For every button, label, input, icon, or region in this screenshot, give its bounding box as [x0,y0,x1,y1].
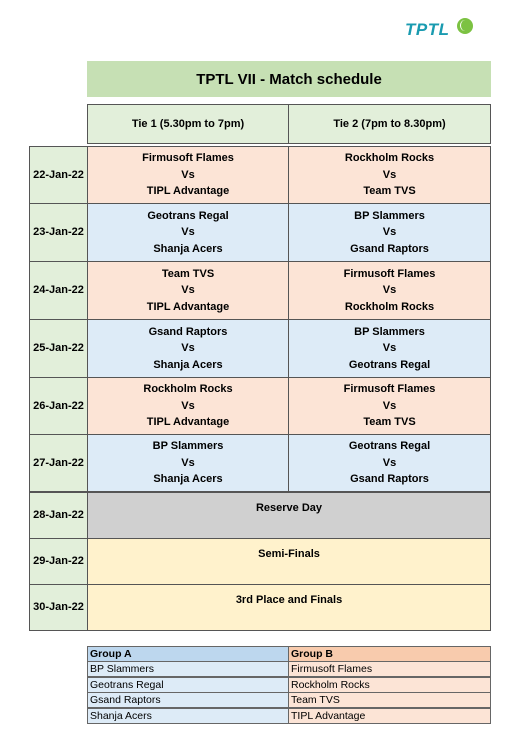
team-home: Firmusoft Flames [142,152,234,165]
team-away: Team TVS [363,416,416,429]
vs-label: Vs [181,342,195,355]
team-away: Rockholm Rocks [344,300,435,313]
special-label: Reserve Day [87,492,491,539]
team-away: Shanja Acers [153,242,223,255]
group-b-team: Rockholm Rocks [288,677,491,693]
team-home: Geotrans Regal [147,209,229,222]
vs-label: Vs [382,284,397,297]
header-tie2: Tie 2 (7pm to 8.30pm) [288,104,491,144]
group-a-team: BP Slammers [87,661,289,677]
team-home: BP Slammers [354,209,425,222]
team-home: Rockholm Rocks [143,383,233,396]
vs-label: Vs [181,226,195,239]
match-tie2 [288,146,491,204]
team-home: Gsand Raptors [148,325,228,338]
match-date: 22-Jan-22 [29,146,88,204]
team-away: TIPL Advantage [146,300,230,313]
match-tie2 [288,434,491,492]
header-tie1: Tie 1 (5.30pm to 7pm) [87,104,289,144]
team-home: Firmusoft Flames [343,383,436,396]
match-tie1 [87,261,289,320]
match-tie2 [288,319,491,378]
team-away: TIPL Advantage [146,185,230,198]
special-date: 30-Jan-22 [29,584,88,631]
match-tie1 [87,319,289,378]
special-date: 29-Jan-22 [29,538,88,585]
match-date: 24-Jan-22 [29,261,88,320]
schedule-title: TPTL VII - Match schedule [87,61,491,97]
match-tie1 [87,203,289,262]
team-home: BP Slammers [152,440,224,453]
vs-label: Vs [181,284,195,297]
match-tie1 [87,434,289,492]
group-b-team: Firmusoft Flames [288,661,491,677]
group-a-team: Gsand Raptors [87,692,289,708]
vs-label: Vs [382,342,397,355]
group-a-team: Shanja Acers [87,708,289,724]
vs-label: Vs [382,399,397,412]
team-home: Firmusoft Flames [343,267,436,280]
vs-label: Vs [181,456,195,469]
tptl-logo [405,16,485,48]
special-date: 28-Jan-22 [29,492,88,539]
match-date: 27-Jan-22 [29,434,88,492]
team-home: Rockholm Rocks [344,152,435,165]
tennis-ball-icon [457,18,473,34]
match-tie2 [288,261,491,320]
vs-label: Vs [382,226,397,239]
team-away: Gsand Raptors [350,242,429,255]
group-b-team: TIPL Advantage [288,708,491,724]
vs-label: Vs [382,456,397,469]
group-a-header: Group A [87,646,289,662]
team-away: Shanja Acers [153,358,223,371]
group-a-team: Geotrans Regal [87,677,289,693]
match-tie1 [87,146,289,204]
logo-text: TPTL [405,20,450,39]
team-home: BP Slammers [354,325,425,338]
group-b-header: Group B [288,646,491,662]
vs-label: Vs [181,399,195,412]
match-tie1 [87,377,289,435]
team-home: Team TVS [161,267,215,280]
team-home: Geotrans Regal [348,440,431,453]
group-b-team: Team TVS [288,692,491,708]
match-date: 26-Jan-22 [29,377,88,435]
match-tie2 [288,203,491,262]
team-away: Team TVS [363,185,416,198]
team-away: Shanja Acers [153,473,223,486]
team-away: Geotrans Regal [348,358,431,371]
team-away: Gsand Raptors [350,473,429,486]
vs-label: Vs [181,168,195,181]
special-label: Semi-Finals [87,538,491,585]
match-date: 25-Jan-22 [29,319,88,378]
special-label: 3rd Place and Finals [87,584,491,631]
vs-label: Vs [382,168,397,181]
match-date: 23-Jan-22 [29,203,88,262]
team-away: TIPL Advantage [146,416,230,429]
match-tie2 [288,377,491,435]
